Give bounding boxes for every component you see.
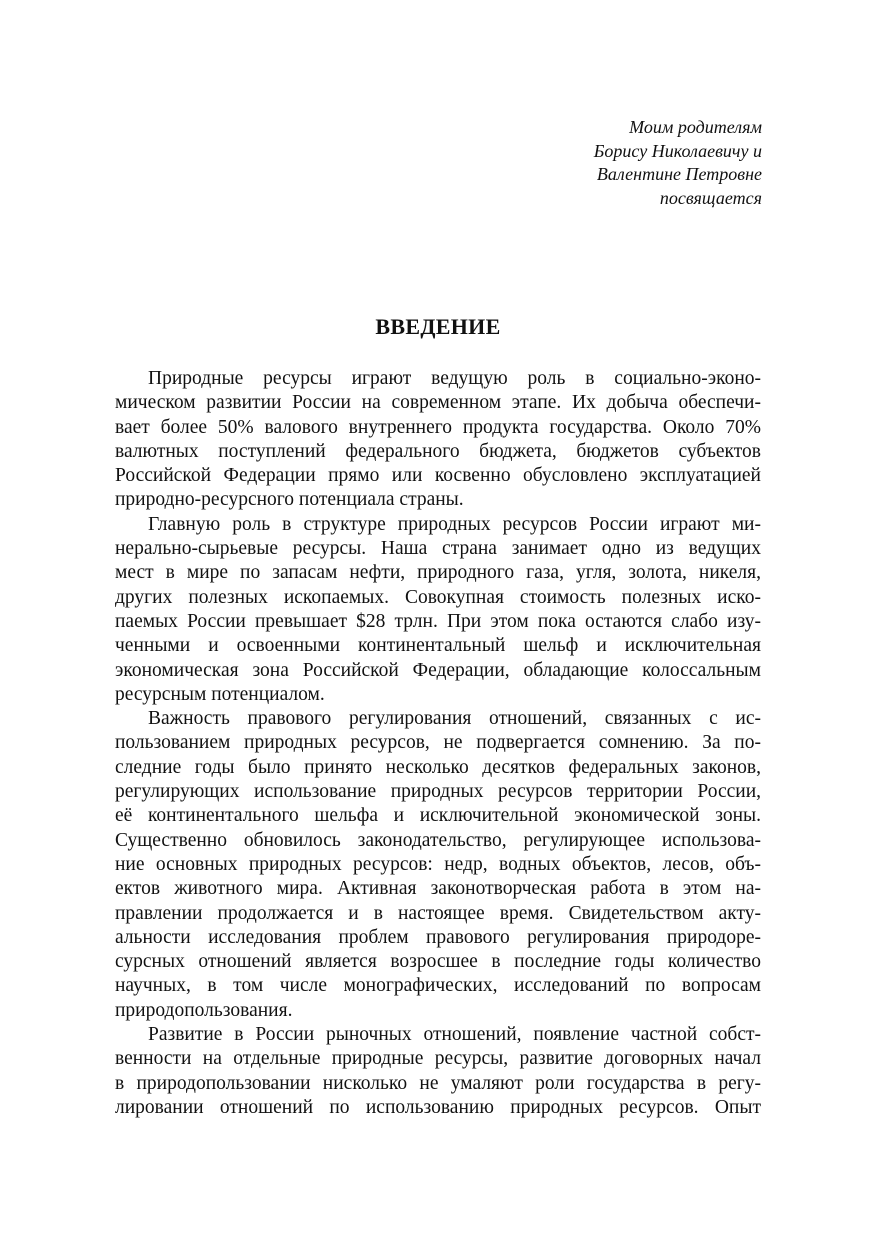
- text-line: Развитие в России рыночных отношений, появление частной собст-: [148, 1024, 761, 1046]
- paragraph-2: [115, 513, 761, 707]
- text-line: сурсных отношений является возросшее в последние годы количество: [115, 951, 761, 973]
- paragraph-3: [115, 707, 761, 1023]
- text-line: паемых России превышает $28 трлн. При этом пока остаются слабо изу-: [115, 610, 761, 632]
- text-line: правлении продолжается и в настоящее время. Свидетельством акту-: [115, 902, 761, 924]
- text-line: нерально-сырьевые ресурсы. Наша страна занимает одно из ведущих: [115, 538, 761, 560]
- dedication-line: посвящается: [659, 187, 762, 208]
- text-line: ресурсным потенциалом.: [115, 683, 325, 705]
- dedication: [594, 116, 762, 210]
- text-line: Главную роль в структуре природных ресурсов России играют ми-: [148, 513, 761, 535]
- dedication-line: Борису Николаевичу и: [593, 140, 762, 161]
- text-line: экономическая зона Российской Федерации, обладающие колоссальным: [115, 659, 761, 681]
- text-line: её континентального шельфа и исключительной экономической зоны.: [115, 805, 761, 827]
- text-line: регулирующих использование природных ресурсов территории России,: [115, 781, 761, 803]
- text-line: венности на отдельные природные ресурсы, развитие договорных начал: [115, 1048, 761, 1070]
- text-line: пользованием природных ресурсов, не подвергается сомнению. За по-: [115, 732, 761, 754]
- paragraph-4: [115, 1023, 761, 1120]
- text-line: альности исследования проблем правового регулирования природоре-: [115, 926, 761, 948]
- text-line: Существенно обновилось законодательство, регулирующее использова-: [115, 829, 761, 851]
- text-line: Природные ресурсы играют ведущую роль в социально-эконо-: [148, 368, 761, 389]
- text-line: ектов животного мира. Активная законотворческая работа в этом на-: [115, 878, 761, 900]
- dedication-line: Моим родителям: [629, 117, 762, 137]
- text-line: мест в мире по запасам нефти, природного газа, угля, золота, никеля,: [115, 562, 761, 584]
- text-line: научных, в том числе монографических, исследований по вопросам: [115, 975, 761, 997]
- text-line: ние основных природных ресурсов: недр, водных объектов, лесов, объ-: [115, 853, 761, 875]
- text-line: валютных поступлений федерального бюджета, бюджетов субъектов: [115, 440, 761, 462]
- text-line: в природопользовании нисколько не умаляют роли государства в регу-: [115, 1072, 761, 1094]
- text-line: лировании отношений по использованию природных ресурсов. Опыт: [115, 1096, 761, 1118]
- text-line: Важность правового регулирования отношений, связанных с ис-: [148, 708, 761, 730]
- text-line: других полезных ископаемых. Совокупная стоимость полезных иско-: [115, 586, 761, 608]
- chapter-title: ВВЕДЕНИЕ: [375, 314, 501, 339]
- text-line: мическом развитии России на современном этапе. Их добыча обеспечи-: [115, 392, 761, 414]
- text-line: Российской Федерации прямо или косвенно обусловлено эксплуатацией: [115, 465, 761, 487]
- text-line: следние годы было принято несколько десятков федеральных законов,: [115, 756, 761, 778]
- paragraph-1: [115, 367, 761, 513]
- text-line: природно-ресурсного потенциала страны.: [115, 489, 464, 511]
- body-text: [115, 367, 761, 1120]
- text-line: вает более 50% валового внутреннего продукта государства. Около 70%: [115, 416, 761, 438]
- text-line: природопользования.: [115, 999, 293, 1021]
- dedication-line: Валентине Петровне: [596, 164, 762, 184]
- text-line: ченными и освоенными континентальный шельф и исключительная: [115, 635, 761, 657]
